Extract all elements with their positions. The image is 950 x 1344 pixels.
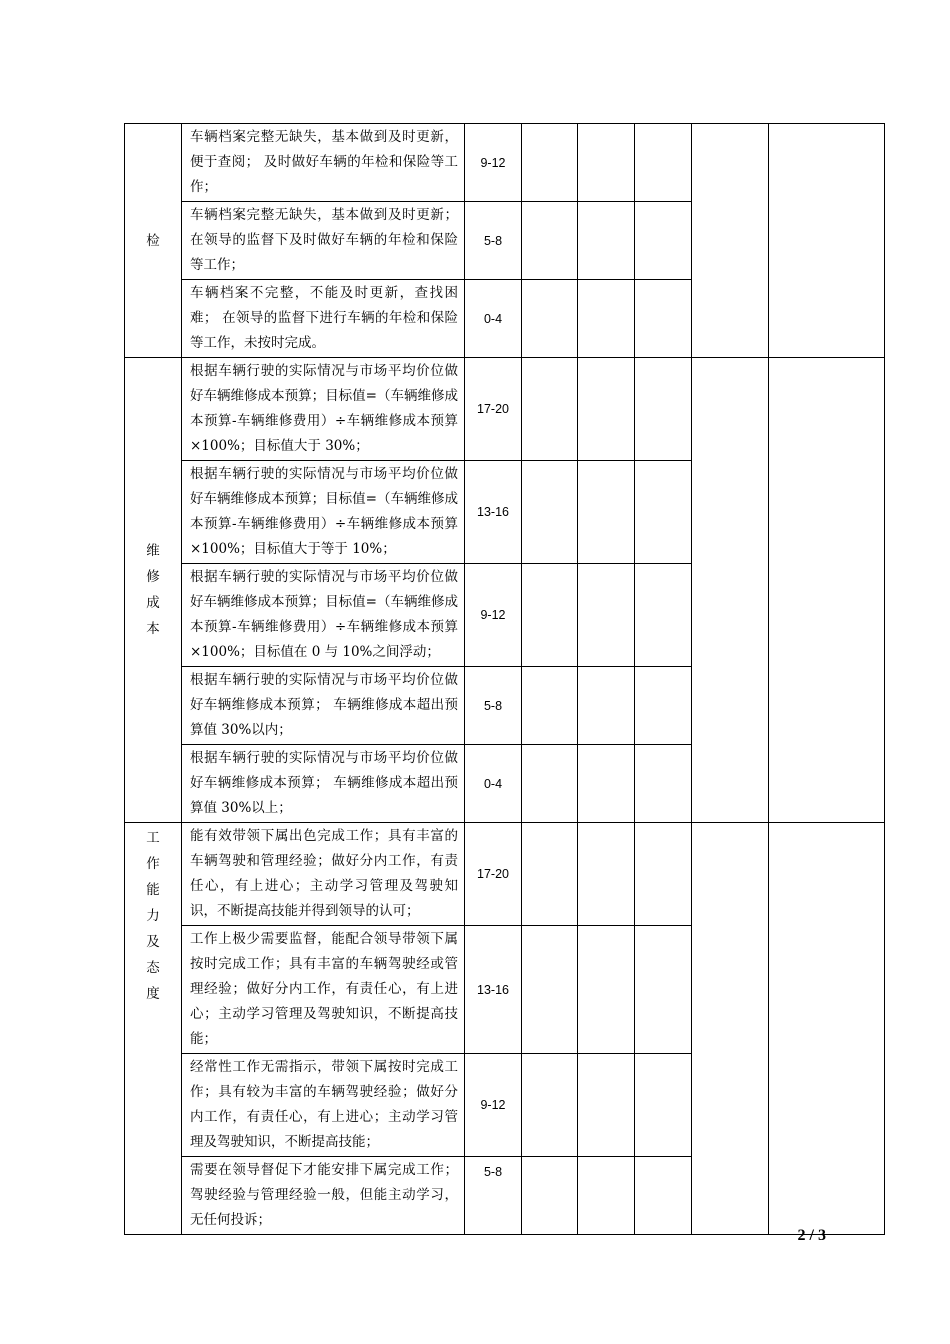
score-cell (522, 1054, 578, 1157)
score-cell (522, 1157, 578, 1235)
section-remark-cell (769, 823, 885, 1235)
section-score-cell (692, 358, 769, 823)
score-cell (635, 124, 692, 202)
score-cell (578, 564, 635, 667)
category-label-maintenance-cost: 维修成本 (125, 358, 182, 823)
score-range: 9-12 (465, 124, 522, 202)
criterion-description: 工作上极少需要监督，能配合领导带领下属按时完成工作；具有丰富的车辆驾驶经或管理经验；做好分内工作，有责任心，有上进心；主动学习管理及驾驶知识，不断提高技能； (182, 926, 465, 1054)
criterion-description: 车辆档案不完整，不能及时更新，查找困难； 在领导的监督下进行车辆的年检和保险等工作，未按时完成。 (182, 280, 465, 358)
score-cell (578, 823, 635, 926)
score-cell (635, 564, 692, 667)
score-range: 17-20 (465, 358, 522, 461)
page-number-total: 3 (818, 1227, 826, 1244)
criterion-description: 车辆档案完整无缺失，基本做到及时更新，便于查阅； 及时做好车辆的年检和保险等工作； (182, 124, 465, 202)
score-cell (635, 1054, 692, 1157)
score-cell (578, 358, 635, 461)
score-range: 0-4 (465, 745, 522, 823)
category-label-work-ability: 工作能力及态度 (125, 823, 182, 1235)
score-cell (578, 926, 635, 1054)
table-row (125, 124, 885, 202)
criterion-description: 经常性工作无需指示，带领下属按时完成工作；具有较为丰富的车辆驾驶经验；做好分内工作，有责任心，有上进心；主动学习管理及驾驶知识，不断提高技能； (182, 1054, 465, 1157)
score-cell (522, 564, 578, 667)
page-number-separator: / (809, 1227, 814, 1244)
score-range: 5-8 (465, 1157, 522, 1235)
score-cell (578, 1157, 635, 1235)
score-range: 9-12 (465, 564, 522, 667)
section-score-cell (692, 124, 769, 358)
score-range: 5-8 (465, 667, 522, 745)
table-row (125, 358, 885, 461)
criterion-description: 根据车辆行驶的实际情况与市场平均价位做好车辆维修成本预算； 车辆维修成本超出预算值 30%以上； (182, 745, 465, 823)
score-cell (578, 280, 635, 358)
score-range: 13-16 (465, 461, 522, 564)
score-cell (635, 358, 692, 461)
criterion-description: 根据车辆行驶的实际情况与市场平均价位做好车辆维修成本预算； 车辆维修成本超出预算值 30%以内； (182, 667, 465, 745)
score-cell (635, 1157, 692, 1235)
category-label-inspection: 检 (125, 124, 182, 358)
score-cell (522, 358, 578, 461)
criterion-description: 根据车辆行驶的实际情况与市场平均价位做好车辆维修成本预算；目标值=（车辆维修成本预算-车辆维修费用）÷车辆维修成本预算×100%；目标值大于等于 10%； (182, 461, 465, 564)
score-cell (522, 823, 578, 926)
score-range: 9-12 (465, 1054, 522, 1157)
score-cell (635, 280, 692, 358)
score-cell (578, 124, 635, 202)
criterion-description: 能有效带领下属出色完成工作；具有丰富的车辆驾驶和管理经验；做好分内工作，有责任心，有上进心；主动学习管理及驾驶知识，不断提高技能并得到领导的认可； (182, 823, 465, 926)
score-cell (635, 202, 692, 280)
score-cell (635, 926, 692, 1054)
score-cell (522, 124, 578, 202)
criterion-description: 根据车辆行驶的实际情况与市场平均价位做好车辆维修成本预算；目标值=（车辆维修成本预算-车辆维修费用）÷车辆维修成本预算×100%；目标值大于 30%； (182, 358, 465, 461)
page-number (798, 1227, 826, 1245)
table-row (125, 823, 885, 926)
score-cell (522, 667, 578, 745)
score-cell (635, 745, 692, 823)
page-number-current: 2 (797, 1227, 806, 1244)
score-range: 17-20 (465, 823, 522, 926)
score-cell (578, 1054, 635, 1157)
score-cell (522, 280, 578, 358)
score-cell (635, 667, 692, 745)
score-cell (522, 202, 578, 280)
criterion-description: 根据车辆行驶的实际情况与市场平均价位做好车辆维修成本预算；目标值=（车辆维修成本预算-车辆维修费用）÷车辆维修成本预算×100%；目标值在 0 与 10%之间浮动； (182, 564, 465, 667)
criterion-description: 需要在领导督促下才能安排下属完成工作；驾驶经验与管理经验一般，但能主动学习，无任何投诉； (182, 1157, 465, 1235)
evaluation-table (124, 123, 885, 1235)
score-cell (635, 461, 692, 564)
criterion-description: 车辆档案完整无缺失，基本做到及时更新；在领导的监督下及时做好车辆的年检和保险等工作； (182, 202, 465, 280)
score-cell (522, 745, 578, 823)
section-score-cell (692, 823, 769, 1235)
score-cell (578, 667, 635, 745)
score-cell (578, 461, 635, 564)
section-remark-cell (769, 358, 885, 823)
score-cell (522, 926, 578, 1054)
score-cell (578, 745, 635, 823)
score-cell (522, 461, 578, 564)
score-cell (578, 202, 635, 280)
score-range: 13-16 (465, 926, 522, 1054)
score-range: 5-8 (465, 202, 522, 280)
score-range: 0-4 (465, 280, 522, 358)
section-remark-cell (769, 124, 885, 358)
score-cell (635, 823, 692, 926)
